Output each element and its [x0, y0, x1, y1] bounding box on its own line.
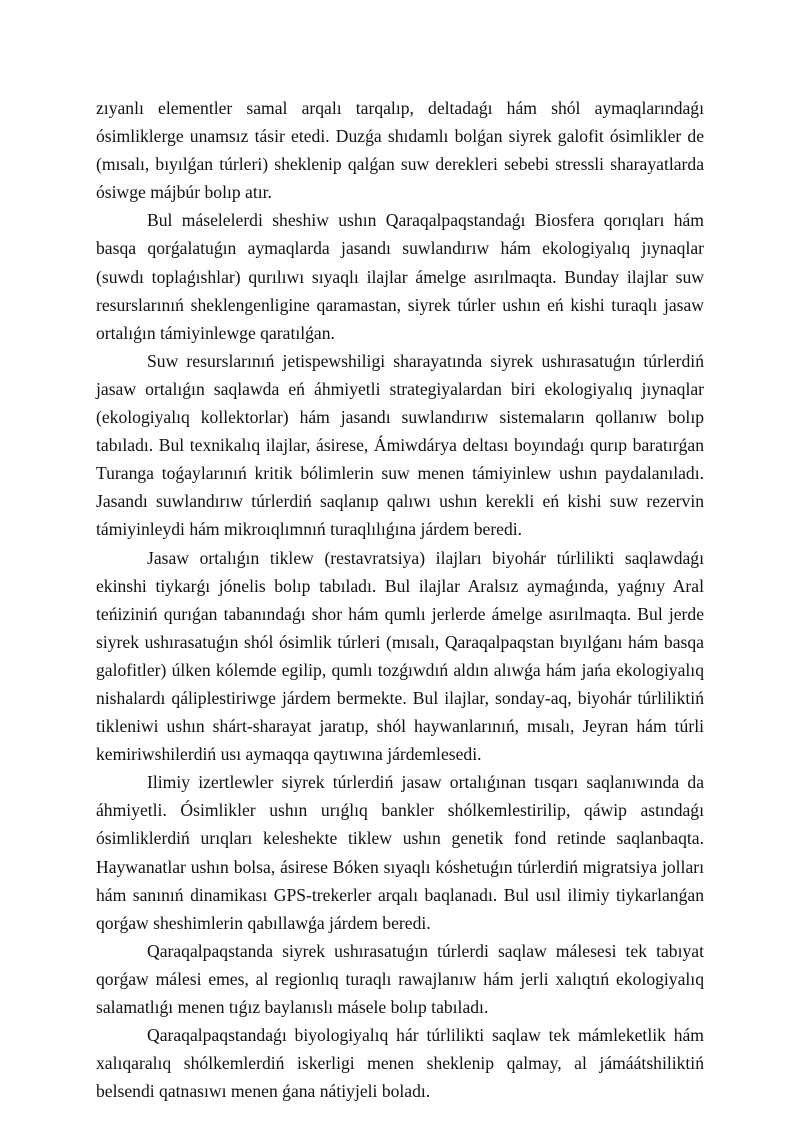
paragraph-habitat-restoration: Jasaw ortalıǵın tiklew (restavratsiya) ilajları biyohár túrlilikti saqlawdaǵı ekinshi tiykarǵı jónelis bolıp tabıladı. Bul ilajlar Aralsız aymaǵında, yaǵnıy Aral teńiziniń qurıǵan tabanındaǵı shor hám qumlı jerlerde ámelge asırılmaqta. Bul jerde siyrek ushırasatuǵın shól ósimlik túrleri (mısalı, Qaraqalpaqstan bıyılǵanı hám basqa galofitler) úlken kólemde egilip, qumlı tozǵıwdıń aldın alıwǵa hám jańa ekologiyalıq nishalardı qáliplestiriwge járdem bermekte. Bul ilajlar, sonday-aq, biyohár túrliliktiń tikleniwi ushın shárt-sharayat jaratıp, shól haywanlarınıń, mısalı, Jeyran hám túrli kemiriwshilerdiń usı aymaqqa qaytıwına járdemlesedi.: [96, 547, 704, 765]
document-page: [96, 94, 704, 1105]
paragraph-biosphere-measures: Bul máselelerdi sheshiw ushın Qaraqalpaqstandaǵı Biosfera qorıqları hám basqa qorǵalatuǵın aymaqlarda jasandı suwlandırıw hám ekologiyalıq jıynaqlar (suwdı toplaǵıshlar) qurılıwı sıyaqlı ilajlar ámelge asırılmaqta. Bunday ilajlar suw resurslarınıń sheklengenligine qaramastan, siyrek túrler ushın eń kishi turaqlı jasaw ortalıǵın támiyinlewge qaratılǵan.: [96, 210, 704, 343]
paragraph-public-participation: Qaraqalpaqstandaǵı biyologiyalıq hár túrlilikti saqlaw tek mámleketlik hám xalıqaralıq shólkemlerdiń iskerligi menen sheklenip qalmay, al jámáátshiliktiń belsendi qatnasıwı menen ǵana nátiyjeli boladı.: [96, 1025, 704, 1102]
paragraph-water-resources: Suw resurslarınıń jetispewshiligi sharayatında siyrek ushırasatuǵın túrlerdiń jasaw ortalıǵın saqlawda eń áhmiyetli strategiyalardan biri ekologiyalıq jıynaqlar (ekologiyalıq kollektorlar) hám jasandı suwlandırıw sistemaların qollanıw bolıp tabıladı. Bul texnikalıq ilajlar, ásirese, Ámiwdárya deltası boyındaǵı qurıp baratırǵan Turanga toǵaylarınıń kritik bólimlerin suw menen támiyinlew ushın paydalanıladı. Jasandı suwlandırıw túrlerdiń saqlanıp qalıwı ushın kerekli eń kishi suw rezervin támiyinleydi hám mikroıqlımnıń turaqlılıǵına járdem beredi.: [96, 350, 704, 540]
paragraph-scientific-research: Ilimiy izertlewler siyrek túrlerdiń jasaw ortalıǵınan tısqarı saqlanıwında da áhmiyetli. Ósimlikler ushın urıǵlıq bankler shólkemlestirilip, qáwip astındaǵı ósimliklerdiń urıqları keleshekte tiklew ushın genetik fond retinde saqlanbaqta. Haywanatlar ushın bolsa, ásirese Bóken sıyaqlı kóshetuǵın túrlerdiń migratsiya jolları hám sanınıń dinamikası GPS-trekerler arqalı baqlanadı. Bul usıl ilimiy tiykarlanǵan qorǵaw sheshimlerin qabıllawǵa járdem beredi.: [96, 772, 704, 933]
paragraph-continued: zıyanlı elementler samal arqalı tarqalıp, deltadaǵı hám shól aymaqlarındaǵı ósimliklerge unamsız tásir etedi. Duzǵa shıdamlı bolǵan siyrek galofit ósimlikler de (mısalı, bıyılǵan túrleri) sheklenip qalǵan suw derekleri sebebi stressli sharayatlarda ósiwge májbúr bolıp atır.: [96, 98, 704, 203]
paragraph-regional-development: Qaraqalpaqstanda siyrek ushırasatuǵın túrlerdi saqlaw málesesi tek tabıyat qorǵaw málesi emes, al regionlıq turaqlı rawajlanıw hám jerli xalıqtıń ekologiyalıq salamatlıǵı menen tıǵız baylanıslı másele bolıp tabıladı.: [96, 940, 704, 1017]
